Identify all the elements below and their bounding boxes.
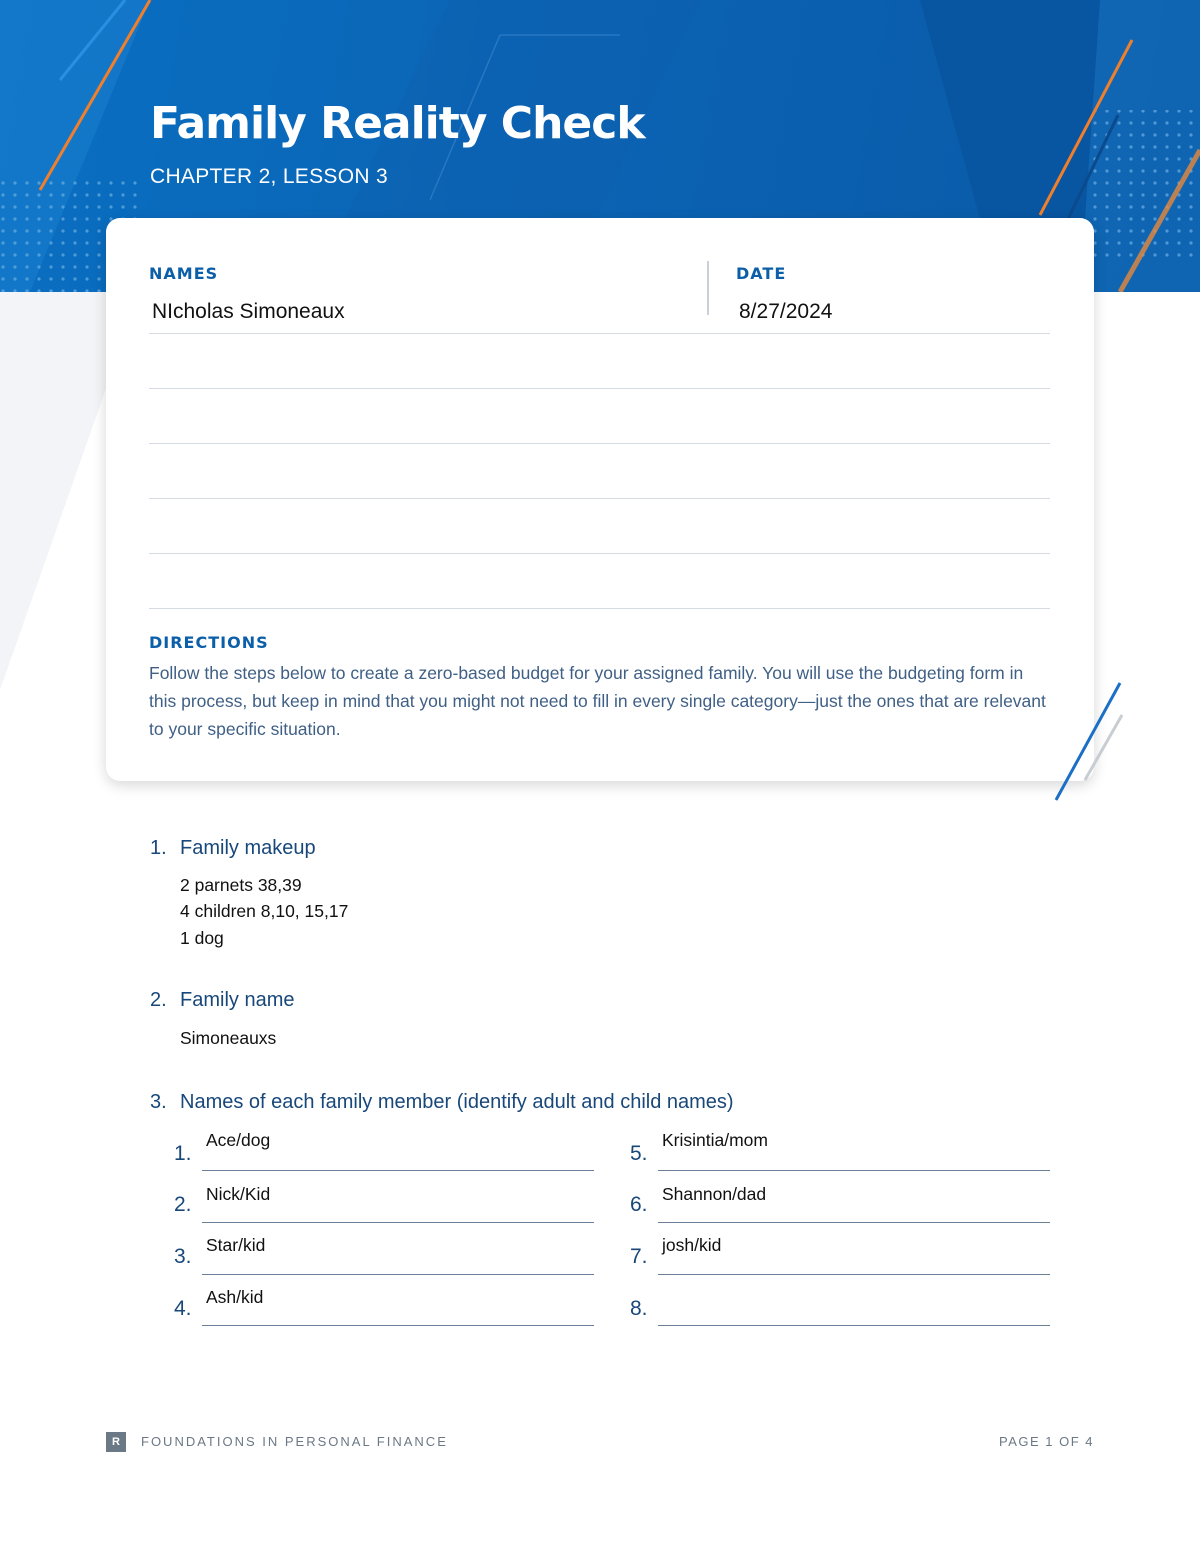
member-6-field[interactable]: Shannon/dad <box>662 1184 767 1204</box>
names-label: NAMES <box>149 264 219 283</box>
question-1-answer-line-2[interactable]: 4 children 8,10, 15,17 <box>180 901 349 921</box>
member-6-number: 6. <box>630 1193 648 1216</box>
member-7-line <box>658 1274 1050 1275</box>
question-1-title: Family makeup <box>180 837 316 859</box>
question-1-number: 1. <box>150 837 167 859</box>
member-7-number: 7. <box>630 1245 648 1268</box>
name-line-2[interactable] <box>149 388 1050 389</box>
question-2-number: 2. <box>150 989 167 1011</box>
member-8-number: 8. <box>630 1297 648 1320</box>
chapter-lesson-subtitle: CHAPTER 2, LESSON 3 <box>150 165 388 188</box>
member-4-field[interactable]: Ash/kid <box>206 1287 264 1307</box>
name-field[interactable]: NIcholas Simoneaux <box>152 300 345 323</box>
name-line-5[interactable] <box>149 553 1050 554</box>
member-4-line <box>202 1325 594 1326</box>
column-divider <box>707 261 709 315</box>
brand-logo: R <box>106 1432 126 1452</box>
question-3-title: Names of each family member (identify adult and child names) <box>180 1091 734 1113</box>
member-5-line <box>658 1170 1050 1171</box>
name-line-6[interactable] <box>149 608 1050 609</box>
date-field[interactable]: 8/27/2024 <box>739 300 833 323</box>
page-number: PAGE 1 OF 4 <box>998 1434 1094 1449</box>
member-1-field[interactable]: Ace/dog <box>206 1130 271 1150</box>
member-1-number: 1. <box>174 1142 192 1165</box>
member-7-field[interactable]: josh/kid <box>662 1235 722 1255</box>
decorative-slash <box>1050 680 1130 805</box>
member-6-line <box>658 1222 1050 1223</box>
name-line-4[interactable] <box>149 498 1050 499</box>
name-line-3[interactable] <box>149 443 1050 444</box>
question-1-answer-line-1[interactable]: 2 parnets 38,39 <box>180 875 302 895</box>
page-title: Family Reality Check <box>150 98 645 149</box>
directions-label: DIRECTIONS <box>149 633 269 652</box>
member-3-line <box>202 1274 594 1275</box>
member-2-line <box>202 1222 594 1223</box>
footer-brand-text: FOUNDATIONS IN PERSONAL FINANCE <box>141 1434 448 1449</box>
member-3-field[interactable]: Star/kid <box>206 1235 266 1255</box>
member-1-line <box>202 1170 594 1171</box>
member-4-number: 4. <box>174 1297 192 1320</box>
question-2-title: Family name <box>180 989 295 1011</box>
member-5-number: 5. <box>630 1142 648 1165</box>
name-line-1[interactable] <box>149 333 1050 334</box>
directions-text: Follow the steps below to create a zero-based budget for your assigned family. You will use the budgeting form in this process, but keep in mind that you might not need to fill in every single category—just the ones that are relevant to your specific situation. <box>149 663 1046 739</box>
question-2-answer[interactable]: Simoneauxs <box>180 1028 277 1048</box>
info-card <box>106 218 1094 781</box>
member-2-number: 2. <box>174 1193 192 1216</box>
question-1-answer-line-3[interactable]: 1 dog <box>180 928 224 948</box>
member-5-field[interactable]: Krisintia/mom <box>662 1130 768 1150</box>
member-2-field[interactable]: Nick/Kid <box>206 1184 271 1204</box>
question-3-number: 3. <box>150 1091 167 1113</box>
member-8-line <box>658 1325 1050 1326</box>
member-3-number: 3. <box>174 1245 192 1268</box>
date-label: DATE <box>736 264 787 283</box>
